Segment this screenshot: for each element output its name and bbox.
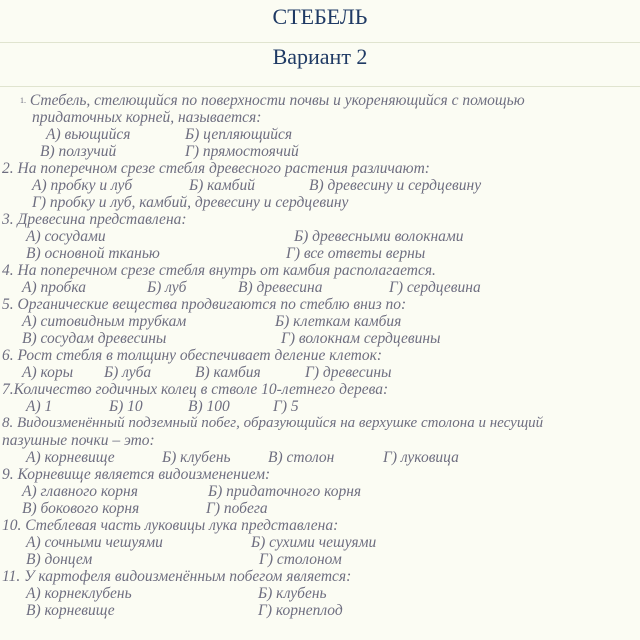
question-4-option-d: Г) сердцевина	[389, 279, 481, 296]
question-7-option-d: Г) 5	[273, 398, 299, 415]
question-9-option-b: Б) придаточного корня	[208, 483, 362, 500]
question-3-option-d: Г) все ответы верны	[286, 245, 426, 262]
question-8-option-c: В) столон	[268, 449, 335, 466]
variant-heading: Вариант 2	[272, 44, 368, 69]
question-5-option-d: Г) волокнам сердцевины	[281, 330, 441, 347]
question-6-option-c: В) камбия	[195, 364, 261, 381]
question-3-text: 3. Древесина представлена:	[2, 211, 187, 228]
question-7-option-b: Б) 10	[109, 398, 143, 415]
question-10-text: 10. Стеблевая часть луковицы лука представлена:	[2, 517, 339, 534]
question-9-option-d: Г) побега	[206, 500, 268, 517]
question-10-option-a: А) сочными чешуями	[26, 534, 163, 551]
question-2-option-a: А) пробку и луб	[32, 177, 133, 194]
question-8-option-d: Г) луковица	[383, 449, 459, 466]
question-1-line-1: Стебель, стелющийся по поверхности почвы и укореняющийся с помощью	[29, 92, 525, 109]
question-1-text	[20, 92, 525, 109]
question-8-text: 8. Видоизменённый подземный побег, образующийся на верхушке столона и несущий	[2, 415, 544, 431]
question-6-option-d: Г) древесины	[305, 364, 392, 381]
question-7-text: 7.Количество годичных колец в стволе 10-летнего дерева:	[2, 381, 389, 398]
question-8-option-a: А) корневище	[26, 449, 115, 466]
question-5-text: 5. Органические вещества продвигаются по стеблю вниз по:	[2, 296, 407, 313]
question-8-line-2: пазушные почки – это:	[2, 432, 155, 449]
question-2-text: 2. На поперечном срезе стебля древесного растения различают:	[2, 160, 430, 177]
question-3-option-c: В) основной тканью	[26, 245, 160, 262]
question-9-text: 9. Корневище является видоизменением:	[2, 466, 271, 483]
question-1-option-a: А) вьющийся	[46, 126, 131, 143]
question-1-number: 1.	[20, 96, 26, 105]
question-11-option-b: Б) клубень	[258, 585, 327, 602]
question-6-text: 6. Рост стебля в толщину обеспечивает деление клеток:	[2, 347, 382, 364]
question-2-option-b: Б) камбий	[189, 177, 255, 194]
question-5-option-a: А) ситовидным трубкам	[22, 313, 187, 330]
question-11-option-a: А) корнеклубень	[26, 585, 132, 602]
question-11-option-c: В) корневище	[26, 602, 115, 619]
question-7-option-a: А) 1	[26, 398, 53, 415]
question-1-option-b: Б) цепляющийся	[185, 126, 293, 143]
question-1-option-c: В) ползучий	[40, 143, 117, 160]
question-3-option-b: Б) древесными волокнами	[294, 228, 464, 245]
variant-divider	[0, 86, 640, 87]
question-11-option-d: Г) корнеплод	[258, 602, 343, 619]
question-8-option-b: Б) клубень	[162, 449, 231, 466]
question-11-text: 11. У картофеля видоизменённым побегом является:	[2, 568, 352, 585]
question-7-option-c: В) 100	[188, 398, 230, 415]
question-10-option-c: В) донцем	[26, 551, 93, 568]
question-3-option-a: А) сосудами	[26, 228, 106, 245]
question-1-line-2: придаточных корней, называется:	[32, 109, 262, 126]
question-4-option-a: А) пробка	[22, 279, 86, 296]
question-10-option-d: Г) столоном	[259, 551, 342, 568]
page-title: СТЕБЕЛЬ	[272, 4, 368, 29]
question-5-option-b: Б) клеткам камбия	[275, 313, 402, 330]
question-4-option-b: Б) луб	[147, 279, 187, 296]
question-9-option-c: В) бокового корня	[22, 500, 140, 517]
question-6-option-b: Б) луба	[104, 364, 152, 381]
question-1-option-d: Г) прямостоячий	[185, 143, 299, 160]
question-4-text: 4. На поперечном срезе стебля внутрь от камбия располагается.	[2, 262, 436, 279]
question-2-option-d: Г) пробку и луб, камбий, древесину и сердцевину	[32, 194, 349, 211]
question-4-option-c: В) древесина	[238, 279, 323, 296]
question-9-option-a: А) главного корня	[22, 483, 138, 500]
question-5-option-c: В) сосудам древесины	[22, 330, 167, 347]
question-10-option-b: Б) сухими чешуями	[251, 534, 377, 551]
title-divider	[0, 42, 640, 43]
question-6-option-a: А) коры	[22, 364, 74, 381]
question-2-option-c: В) древесину и сердцевину	[309, 177, 482, 194]
